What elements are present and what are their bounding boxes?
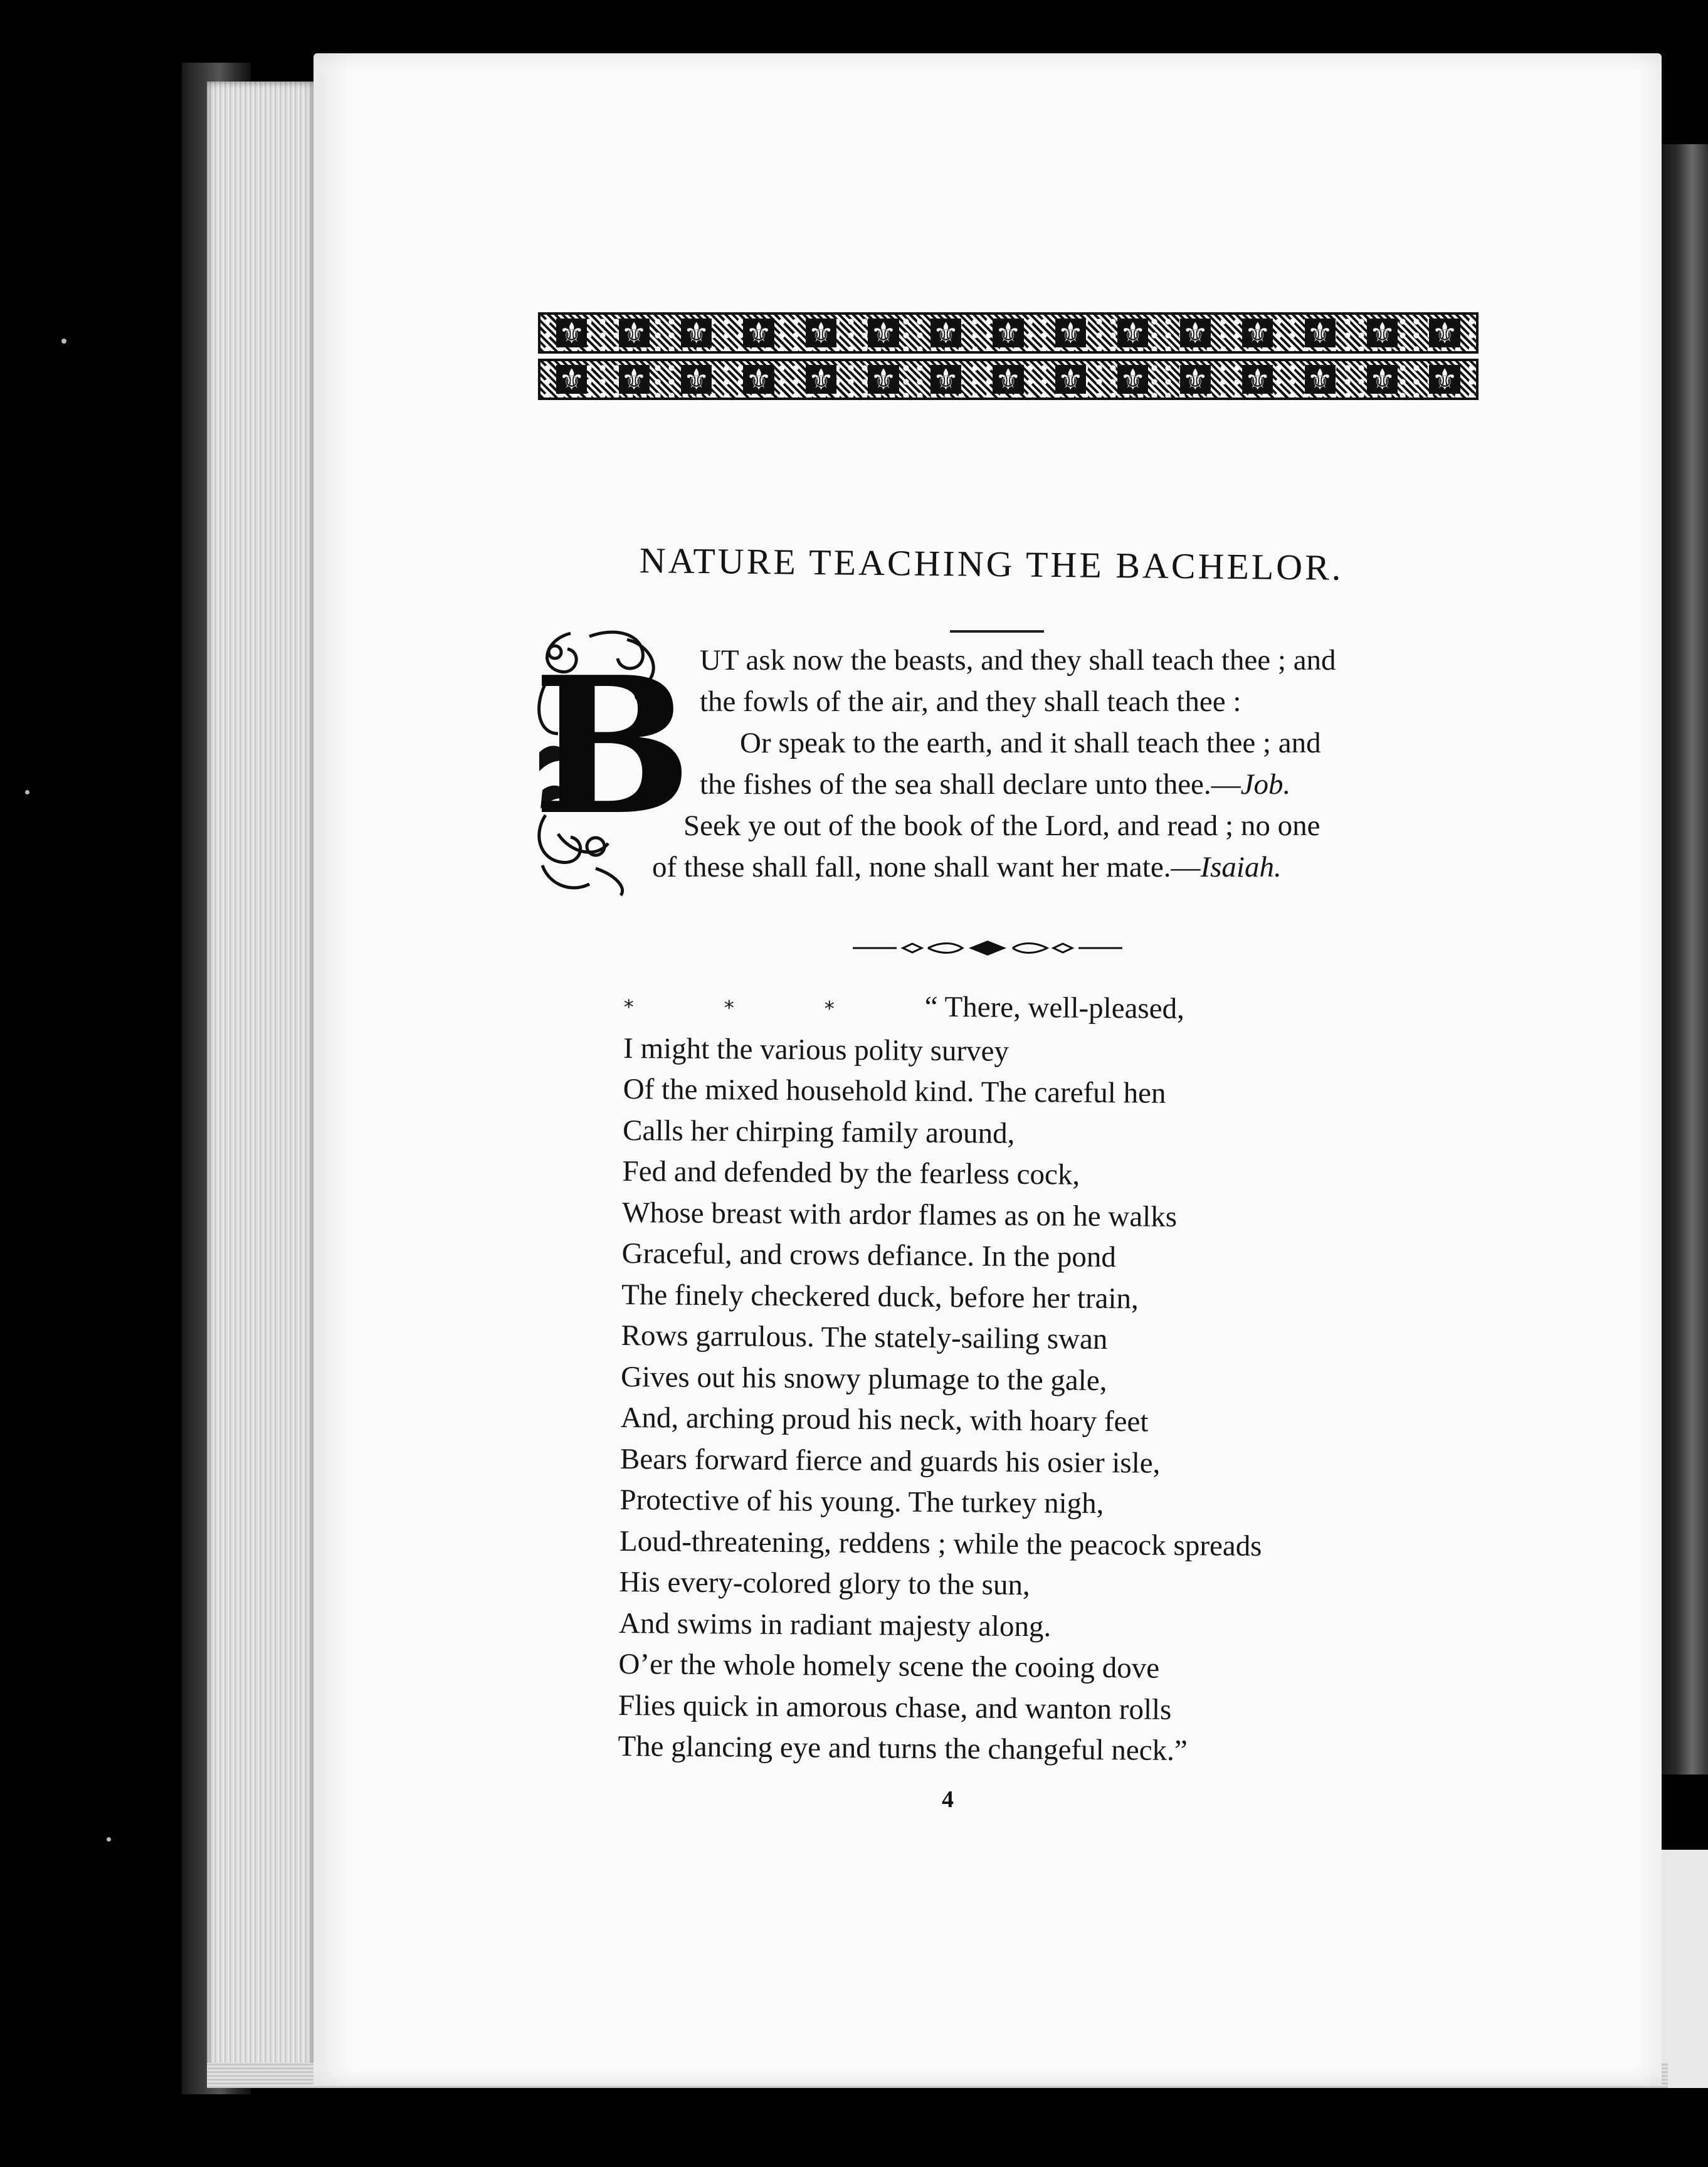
poem-line: Flies quick in amorous chase, and wanton rolls bbox=[618, 1689, 1172, 1726]
citation-job: Job. bbox=[1240, 768, 1291, 801]
poem-line: And, arching proud his neck, with hoary feet bbox=[620, 1401, 1149, 1438]
fleur-icon: ⚜ bbox=[1429, 365, 1460, 394]
fleur-icon: ⚜ bbox=[681, 319, 712, 347]
poem-line: Protective of his young. The turkey nigh, bbox=[619, 1483, 1104, 1521]
fleur-icon: ⚜ bbox=[1367, 365, 1398, 394]
prose-line: Or speak to the earth, and it shall teach thee ; and bbox=[740, 727, 1321, 759]
ornament-band-top bbox=[538, 312, 1479, 354]
page-stack-edge bbox=[207, 82, 314, 2075]
title-rule bbox=[950, 630, 1044, 633]
poem-line: Whose breast with ardor flames as on he walks bbox=[621, 1196, 1178, 1233]
poem-line: Rows garrulous. The stately-sailing swan bbox=[621, 1319, 1108, 1356]
asterisk-icon: * bbox=[623, 994, 634, 1020]
fleur-icon: ⚜ bbox=[681, 365, 712, 394]
fleur-icon: ⚜ bbox=[930, 319, 961, 347]
prose-line: Seek ye out of the book of the Lord, and read ; no one bbox=[683, 809, 1321, 842]
fleur-icon: ⚜ bbox=[1117, 365, 1148, 394]
ornamental-divider bbox=[853, 941, 1122, 956]
poem-line: Fed and defended by the fearless cock, bbox=[622, 1154, 1080, 1191]
prose-line: the fowls of the air, and they shall teach thee : bbox=[700, 685, 1241, 718]
prose-line bbox=[640, 846, 1467, 888]
fleur-icon: ⚜ bbox=[1055, 365, 1086, 394]
fleur-icon: ⚜ bbox=[806, 365, 836, 394]
fleur-icon: ⚜ bbox=[868, 365, 899, 394]
fleur-icon: ⚜ bbox=[1367, 319, 1398, 347]
poem-line: The finely checkered duck, before her train, bbox=[621, 1278, 1139, 1315]
facing-page-edge bbox=[1655, 144, 1708, 1774]
fleur-icon: ⚜ bbox=[1117, 319, 1148, 347]
poem-line: And swims in radiant majesty along. bbox=[618, 1606, 1052, 1643]
fleur-icon: ⚜ bbox=[556, 365, 587, 394]
scan-speck bbox=[107, 1837, 111, 1842]
fleur-icon: ⚜ bbox=[1055, 319, 1086, 347]
asterisk-icon: * bbox=[824, 996, 835, 1021]
fleur-icon: ⚜ bbox=[1305, 319, 1336, 347]
fleur-icon: ⚜ bbox=[743, 365, 774, 394]
prose-line bbox=[640, 764, 1467, 805]
fleur-icon: ⚜ bbox=[1305, 365, 1336, 394]
fleur-icon: ⚜ bbox=[993, 319, 1023, 347]
poem-line: Bears forward fierce and guards his osier isle, bbox=[619, 1442, 1161, 1480]
prose-text: of these shall fall, none shall want her mate.— bbox=[652, 851, 1201, 883]
fleur-icon: ⚜ bbox=[1429, 319, 1460, 347]
poem-line: His every-colored glory to the sun, bbox=[619, 1565, 1030, 1602]
citation-isaiah: Isaiah. bbox=[1200, 851, 1282, 883]
fleur-icon: ⚜ bbox=[1180, 365, 1211, 394]
fleur-icon: ⚜ bbox=[619, 319, 650, 347]
prose-line: UT ask now the beasts, and they shall teach thee ; and bbox=[700, 644, 1336, 677]
ornament-band-bottom bbox=[538, 359, 1479, 400]
poem-line: Calls her chirping family around, bbox=[622, 1114, 1015, 1150]
scripture-passage bbox=[640, 640, 1467, 888]
poem-line-text: “ There, well-pleased, bbox=[924, 990, 1185, 1026]
fleur-icon: ⚜ bbox=[806, 319, 836, 347]
fleur-icon: ⚜ bbox=[1180, 319, 1211, 347]
dropcap-letter: B bbox=[533, 635, 692, 857]
poem-line: I might the various polity survey bbox=[623, 1031, 1010, 1068]
scan-speck bbox=[25, 790, 29, 794]
fleur-icon: ⚜ bbox=[1242, 319, 1273, 347]
fleur-icon: ⚜ bbox=[1242, 365, 1273, 394]
prose-text: the fishes of the sea shall declare unto thee.— bbox=[700, 768, 1241, 801]
poem-line: Gives out his snowy plumage to the gale, bbox=[620, 1360, 1107, 1397]
page-number: 4 bbox=[942, 1786, 954, 1813]
poem-line: O’er the whole homely scene the cooing dove bbox=[618, 1647, 1160, 1685]
poem-line bbox=[623, 984, 1514, 1035]
poem-line: Of the mixed household kind. The careful hen bbox=[623, 1072, 1166, 1110]
fleur-icon: ⚜ bbox=[556, 319, 587, 347]
fleur-icon: ⚜ bbox=[743, 319, 774, 347]
page-title: NATURE TEACHING THE BACHELOR. bbox=[639, 540, 1344, 588]
scan-speck bbox=[61, 339, 66, 344]
poem-line: The glancing eye and turns the changeful neck.” bbox=[618, 1729, 1188, 1768]
poem-block bbox=[618, 984, 1514, 1774]
fleur-icon: ⚜ bbox=[930, 365, 961, 394]
fleur-icon: ⚜ bbox=[619, 365, 650, 394]
poem-line: Loud-threatening, reddens ; while the peacock spreads bbox=[619, 1524, 1262, 1563]
poem-line: Graceful, and crows defiance. In the pond bbox=[621, 1236, 1117, 1274]
asterisk-ellipsis bbox=[623, 984, 925, 1030]
fleur-icon: ⚜ bbox=[868, 319, 899, 347]
fleur-icon: ⚜ bbox=[993, 365, 1023, 394]
asterisk-icon: * bbox=[724, 996, 734, 1020]
